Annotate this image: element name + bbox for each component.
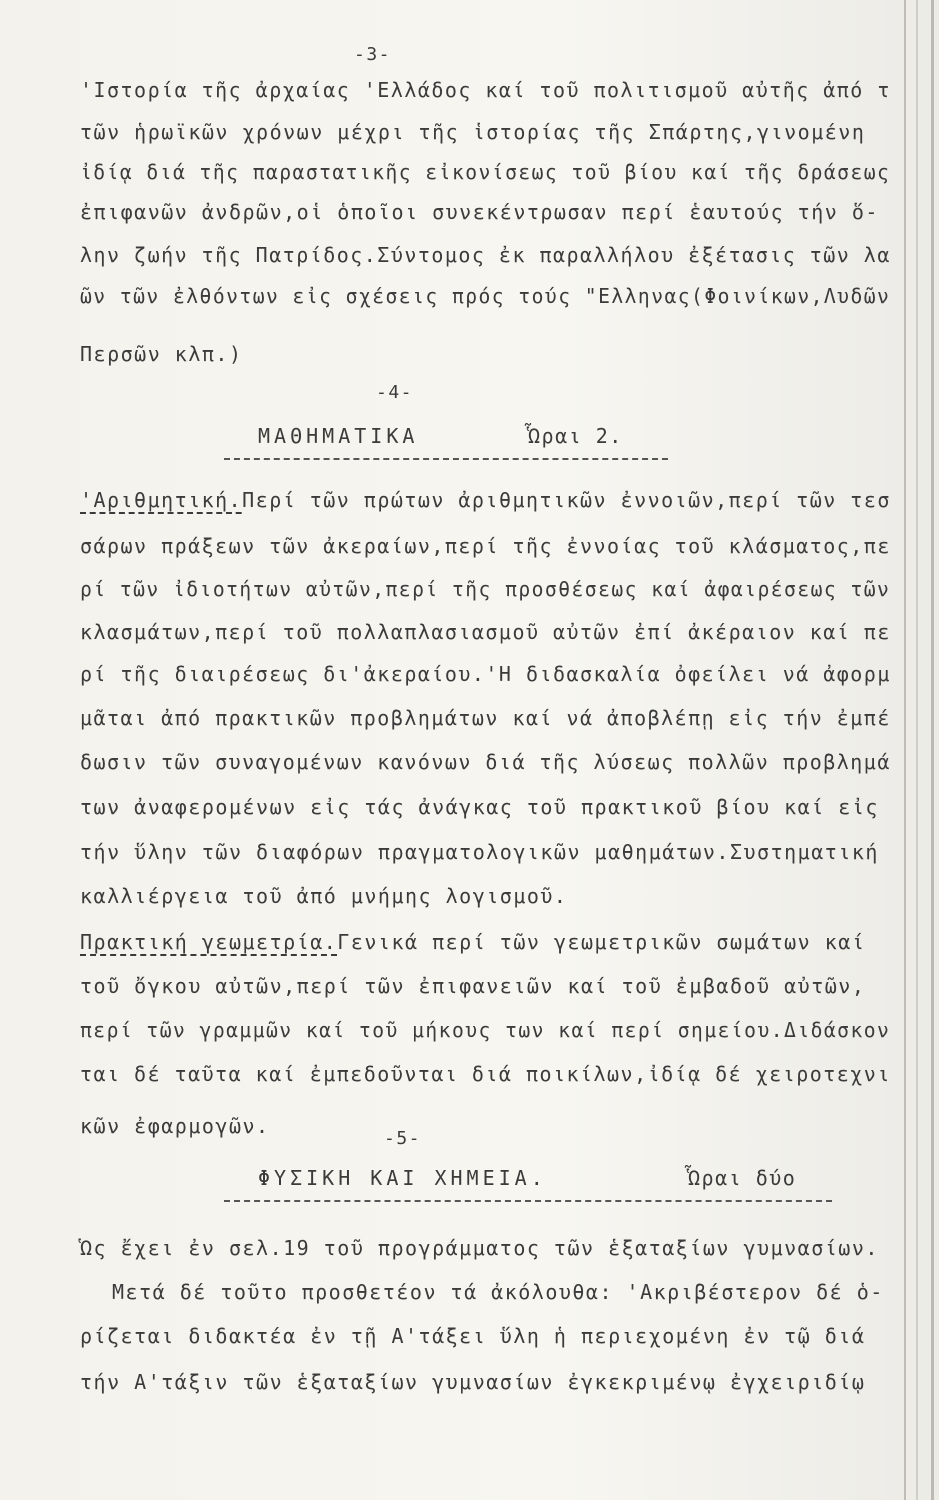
geometry-line-1: [80, 932, 865, 952]
physics-line-4: τήν Α'τάξιν τῶν ἑξαταξίων γυμνασίων ἐγκεκριμένῳ ἐγχειριδίῳ: [80, 1370, 866, 1394]
history-line-7: Περσῶν κλπ.): [80, 342, 243, 366]
page-edge: [916, 0, 918, 1500]
geometry-line-5: κῶν ἐφαρμογῶν.: [80, 1114, 270, 1138]
section-heading-physics-chemistry: ΦΥΣΙΚΗ ΚΑΙ ΧΗΜΕΙΑ.: [258, 1166, 547, 1190]
arithmetic-line-9: τήν ὕλην τῶν διαφόρων πραγματολογικῶν μαθημάτων.Συστηματική: [80, 840, 879, 864]
heading-underline: [224, 458, 668, 460]
section-hours-mathematics: Ὧραι 2.: [528, 424, 623, 448]
page-number-3: -3-: [354, 44, 392, 65]
physics-line-2: Μετά δέ τοῦτο προσθετέον τά ἀκόλουθα: 'Ακριβέστερον δέ ὁ-: [112, 1280, 884, 1304]
arithmetic-line-1: [80, 490, 891, 510]
physics-line-1: Ὡς ἔχει ἐν σελ.19 τοῦ προγράμματος τῶν ἑξαταξίων γυμνασίων.: [80, 1236, 879, 1260]
arithmetic-line-8: των ἀναφερομένων εἰς τάς ἀνάγκας τοῦ πρακτικοῦ βίου καί εἰς: [80, 795, 879, 819]
physics-line-3: ρίζεται διδακτέα ἐν τῇ Α'τάξει ὕλη ἡ περιεχομένη ἐν τῷ διά: [80, 1324, 866, 1348]
arithmetic-line-10: καλλιέργεια τοῦ ἀπό μνήμης λογισμοῦ.: [80, 884, 568, 908]
arithmetic-line-4: κλασμάτων,περί τοῦ πολλαπλασιασμοῦ αὐτῶν ἐπί ἀκέραιον καί πε: [80, 620, 891, 644]
history-line-2: τῶν ἡρωϊκῶν χρόνων μέχρι τῆς ἱστορίας τῆς Σπάρτης,γινομένη: [80, 120, 866, 144]
page-number-5: -5-: [384, 1128, 422, 1149]
history-line-5: λην ζωήν τῆς Πατρίδος.Σύντομος ἐκ παραλλήλου ἐξέτασις τῶν λα: [80, 243, 891, 267]
arithmetic-line-3: ρί τῶν ἰδιοτήτων αὐτῶν,περί τῆς προσθέσεως καί ἀφαιρέσεως τῶν: [80, 577, 891, 601]
page-number-4: -4-: [376, 382, 414, 403]
history-line-3: ἰδίᾳ διά τῆς παραστατικῆς εἰκονίσεως τοῦ βίου καί τῆς δράσεως: [80, 160, 891, 184]
page-edge: [931, 0, 934, 1500]
page-edge: [904, 0, 906, 1500]
arithmetic-line-7: δωσιν τῶν συναγομένων κανόνων διά τῆς λύσεως πολλῶν προβλημά: [80, 750, 891, 774]
geometry-line-2: τοῦ ὄγκου αὐτῶν,περί τῶν ἐπιφανειῶν καί τοῦ ἐμβαδοῦ αὐτῶν,: [80, 974, 866, 998]
geometry-line-1-text: Γενικά περί τῶν γεωμετρικῶν σωμάτων καί: [337, 930, 866, 954]
history-line-4: ἐπιφανῶν ἀνδρῶν,οἱ ὁποῖοι συνεκέντρωσαν περί ἑαυτούς τήν ὅ-: [80, 200, 879, 224]
section-heading-mathematics: ΜΑΘΗΜΑΤΙΚΑ: [258, 424, 419, 448]
arithmetic-line-1-text: Περί τῶν πρώτων ἀριθμητικῶν ἐννοιῶν,περί τῶν τεσ: [242, 488, 891, 512]
arithmetic-line-6: μᾶται ἀπό πρακτικῶν προβλημάτων καί νά ἀποβλέπῃ εἰς τήν ἐμπέ: [80, 706, 891, 730]
geometry-line-3: περί τῶν γραμμῶν καί τοῦ μήκους των καί περί σημείου.Διδάσκον: [80, 1018, 891, 1042]
geometry-label: Πρακτική γεωμετρία.: [80, 930, 338, 954]
geometry-line-4: ται δέ ταῦτα καί ἐμπεδοῦνται διά ποικίλων,ἰδίᾳ δέ χειροτεχνι: [80, 1062, 891, 1086]
section-hours-physics-chemistry: Ὧραι δύο: [688, 1166, 797, 1190]
arithmetic-line-2: σάρων πράξεων τῶν ἀκεραίων,περί τῆς ἐννοίας τοῦ κλάσματος,πε: [80, 534, 891, 558]
history-line-6: ῶν τῶν ἐλθόντων εἰς σχέσεις πρός τούς "Ελληνας(Φοινίκων,Λυδῶν: [80, 284, 891, 308]
heading-underline: [224, 1200, 832, 1202]
arithmetic-label: 'Αριθμητική.: [80, 488, 243, 512]
arithmetic-line-5: ρί τῆς διαιρέσεως δι'ἀκεραίου.'Η διδασκαλία ὀφείλει νά ἀφορμ: [80, 662, 891, 686]
history-line-1: 'Ιστορία τῆς ἀρχαίας 'Ελλάδος καί τοῦ πολιτισμοῦ αὐτῆς ἀπό τ: [80, 78, 891, 102]
